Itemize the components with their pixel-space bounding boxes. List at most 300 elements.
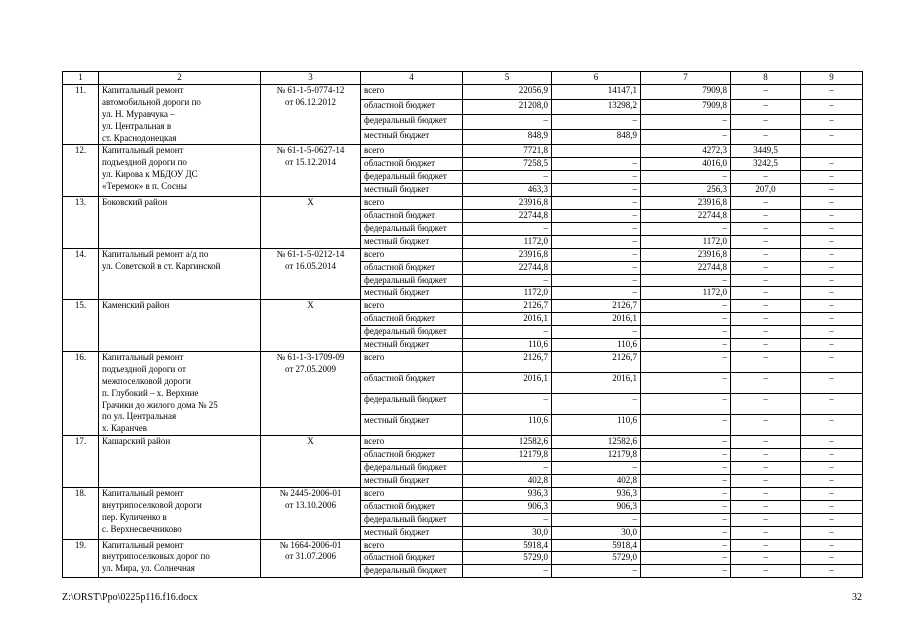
value-cell: 2016,1	[463, 373, 552, 394]
value-cell: –	[463, 326, 552, 339]
value-cell: –	[801, 415, 863, 436]
row-number: 16.	[63, 351, 99, 435]
value-cell: 30,0	[463, 526, 552, 539]
budget-type-cell: федеральный бюджет	[361, 326, 463, 339]
header-cell: 1	[63, 72, 99, 85]
document-line: от 31.07.2006	[284, 551, 337, 562]
value-cell: –	[552, 248, 641, 261]
value-cell: –	[463, 274, 552, 287]
value-cell: –	[641, 475, 731, 488]
value-cell: –	[641, 130, 731, 145]
row-number: 18.	[63, 487, 99, 539]
value-cell: 906,3	[552, 500, 641, 513]
budget-type-cell: федеральный бюджет	[361, 274, 463, 287]
header-cell: 5	[463, 72, 552, 85]
value-cell: –	[731, 351, 801, 372]
object-name-line: ул. Мира, ул. Солнечная	[102, 563, 195, 574]
footer-file-path: Z:\ORST\Ppo\0225p116.f16.docx	[62, 592, 198, 603]
budget-type-cell: федеральный бюджет	[361, 565, 463, 578]
value-cell: –	[641, 415, 731, 436]
value-cell: 22056,9	[463, 84, 552, 99]
value-cell: 3242,5	[731, 158, 801, 171]
table-row	[63, 145, 863, 158]
value-cell: –	[801, 171, 863, 184]
object-name-line: Капитальный ремонт	[102, 84, 184, 95]
value-cell: 5918,4	[552, 539, 641, 552]
row-number: 15.	[63, 300, 99, 352]
value-cell: –	[801, 300, 863, 313]
value-cell: –	[731, 130, 801, 145]
budget-table	[62, 71, 863, 578]
budget-type-cell: областной бюджет	[361, 209, 463, 222]
value-cell: –	[731, 339, 801, 352]
budget-type-cell: областной бюджет	[361, 373, 463, 394]
document-cell	[261, 351, 361, 435]
header-cell: 8	[731, 72, 801, 85]
value-cell: 22744,8	[463, 209, 552, 222]
budget-type-cell: всего	[361, 248, 463, 261]
document-cell	[261, 300, 361, 352]
value-cell: –	[552, 158, 641, 171]
value-cell: –	[801, 462, 863, 475]
value-cell: –	[641, 351, 731, 372]
object-name-line: подъездной дороги от	[102, 363, 186, 374]
value-cell: 848,9	[552, 130, 641, 145]
value-cell: –	[801, 313, 863, 326]
value-cell: –	[801, 197, 863, 210]
budget-type-cell: федеральный бюджет	[361, 462, 463, 475]
document-line: Х	[307, 436, 314, 447]
value-cell: –	[731, 171, 801, 184]
object-name-line: автомобильной дороги по	[102, 96, 201, 107]
value-cell: –	[731, 565, 801, 578]
value-cell: 256,3	[641, 184, 731, 197]
table-row	[63, 539, 863, 552]
value-cell: –	[801, 500, 863, 513]
budget-type-cell: всего	[361, 539, 463, 552]
value-cell: –	[641, 539, 731, 552]
value-cell: –	[641, 313, 731, 326]
value-cell: 906,3	[463, 500, 552, 513]
value-cell: 12582,6	[552, 436, 641, 449]
budget-type-cell: областной бюджет	[361, 449, 463, 462]
value-cell: –	[552, 462, 641, 475]
budget-type-cell: местный бюджет	[361, 235, 463, 248]
value-cell: 1172,0	[463, 235, 552, 248]
value-cell: –	[731, 415, 801, 436]
value-cell: 207,0	[731, 184, 801, 197]
value-cell: 23916,8	[641, 248, 731, 261]
document-line: № 61-1-3-1709-09	[276, 351, 345, 362]
value-cell: –	[641, 222, 731, 235]
value-cell: –	[801, 487, 863, 500]
value-cell: –	[641, 274, 731, 287]
value-cell: –	[731, 394, 801, 415]
document-line: от 13.10.2006	[284, 499, 337, 510]
value-cell: –	[552, 197, 641, 210]
budget-type-cell: федеральный бюджет	[361, 222, 463, 235]
value-cell: –	[463, 222, 552, 235]
value-cell: –	[731, 449, 801, 462]
object-name-line: ст. Краснодонецкая	[102, 132, 177, 143]
value-cell: –	[801, 539, 863, 552]
table-body	[63, 72, 863, 578]
value-cell: –	[801, 339, 863, 352]
budget-type-cell: всего	[361, 351, 463, 372]
value-cell: 21208,0	[463, 100, 552, 115]
object-name-line: пер. Куличенко в	[102, 511, 167, 522]
value-cell: 23916,8	[463, 197, 552, 210]
value-cell: –	[641, 115, 731, 130]
row-number: 17.	[63, 436, 99, 488]
value-cell: –	[801, 449, 863, 462]
object-name-line: ул. Советской в ст. Каргинской	[102, 260, 221, 271]
value-cell: 110,6	[552, 415, 641, 436]
value-cell: 2016,1	[552, 313, 641, 326]
object-name-line: по ул. Центральная	[102, 411, 177, 422]
budget-type-cell: федеральный бюджет	[361, 115, 463, 130]
table-row	[63, 351, 863, 372]
value-cell: –	[801, 261, 863, 274]
value-cell: 12582,6	[463, 436, 552, 449]
budget-type-cell: местный бюджет	[361, 130, 463, 145]
budget-type-cell: областной бюджет	[361, 158, 463, 171]
value-cell: 7721,8	[463, 145, 552, 158]
document-line: Х	[307, 300, 314, 311]
object-name-cell	[99, 84, 261, 145]
object-name-line: п. Глубокий – х. Верхние	[102, 387, 199, 398]
value-cell: –	[801, 184, 863, 197]
object-name-line: подъездной дороги по	[102, 157, 187, 168]
value-cell: –	[731, 326, 801, 339]
value-cell: –	[641, 513, 731, 526]
budget-type-cell: всего	[361, 487, 463, 500]
object-name-line: внутрипоселковой дороги	[102, 499, 202, 510]
value-cell: –	[731, 373, 801, 394]
value-cell: 2126,7	[552, 351, 641, 372]
value-cell: –	[641, 394, 731, 415]
value-cell: –	[801, 565, 863, 578]
value-cell: –	[641, 552, 731, 565]
value-cell: –	[731, 197, 801, 210]
object-name-line: ул. Кирова к МБДОУ ДС	[102, 169, 198, 180]
object-name-cell	[99, 145, 261, 197]
budget-type-cell: всего	[361, 197, 463, 210]
object-name-line: межпоселковой дороги	[102, 375, 191, 386]
value-cell: 13298,2	[552, 100, 641, 115]
value-cell: –	[552, 287, 641, 300]
value-cell: –	[731, 115, 801, 130]
row-number: 13.	[63, 197, 99, 249]
budget-type-cell: всего	[361, 145, 463, 158]
value-cell: –	[801, 222, 863, 235]
document-line: от 16.05.2014	[284, 260, 337, 271]
object-name-line: внутрипоселковых дорог по	[102, 551, 210, 562]
object-name-line: х. Каранчев	[102, 423, 147, 434]
table-row	[63, 436, 863, 449]
object-name-cell	[99, 436, 261, 488]
budget-type-cell: областной бюджет	[361, 261, 463, 274]
value-cell: 1172,0	[641, 235, 731, 248]
document-line: № 1664-2006-01	[279, 539, 342, 550]
value-cell: –	[801, 158, 863, 171]
value-cell: –	[731, 475, 801, 488]
value-cell: –	[463, 565, 552, 578]
value-cell	[552, 145, 641, 158]
budget-type-cell: всего	[361, 84, 463, 99]
budget-type-cell: местный бюджет	[361, 184, 463, 197]
value-cell: 23916,8	[463, 248, 552, 261]
row-number: 14.	[63, 248, 99, 300]
value-cell: –	[552, 513, 641, 526]
value-cell: 848,9	[463, 130, 552, 145]
header-cell: 2	[99, 72, 261, 85]
document-line: от 15.12.2014	[284, 157, 337, 168]
table-row	[63, 300, 863, 313]
budget-type-cell: областной бюджет	[361, 313, 463, 326]
value-cell: 2126,7	[463, 351, 552, 372]
object-name-cell	[99, 300, 261, 352]
value-cell: 12179,8	[463, 449, 552, 462]
value-cell: –	[552, 209, 641, 222]
object-name-line: Капитальный ремонт	[102, 145, 184, 156]
value-cell: 7258,5	[463, 158, 552, 171]
object-name-cell	[99, 539, 261, 578]
value-cell: 14147,1	[552, 84, 641, 99]
document-line: № 61-1-5-0774-12	[276, 84, 345, 95]
value-cell: –	[801, 130, 863, 145]
header-cell: 6	[552, 72, 641, 85]
value-cell: –	[801, 235, 863, 248]
value-cell: 402,8	[463, 475, 552, 488]
value-cell: –	[641, 565, 731, 578]
budget-type-cell: федеральный бюджет	[361, 394, 463, 415]
value-cell: 1172,0	[463, 287, 552, 300]
object-name-line: Грачики до жилого дома № 25	[102, 399, 218, 410]
value-cell: –	[463, 394, 552, 415]
value-cell: –	[731, 526, 801, 539]
document-line: № 61-1-5-0212-14	[276, 248, 345, 259]
value-cell: –	[552, 326, 641, 339]
object-name-cell	[99, 197, 261, 249]
value-cell: 936,3	[463, 487, 552, 500]
object-name-line: ул. Н. Муравчука –	[102, 108, 175, 119]
value-cell: 463,3	[463, 184, 552, 197]
value-cell: –	[641, 339, 731, 352]
object-name-line: Каменский район	[102, 300, 170, 311]
value-cell: –	[552, 235, 641, 248]
header-cell: 4	[361, 72, 463, 85]
row-number: 12.	[63, 145, 99, 197]
value-cell: –	[801, 552, 863, 565]
value-cell: 22744,8	[641, 209, 731, 222]
value-cell: –	[731, 100, 801, 115]
value-cell: –	[641, 300, 731, 313]
document-cell	[261, 197, 361, 249]
value-cell: –	[641, 526, 731, 539]
value-cell: 402,8	[552, 475, 641, 488]
value-cell: 2016,1	[463, 313, 552, 326]
value-cell: –	[731, 552, 801, 565]
value-cell: 22744,8	[641, 261, 731, 274]
document-line: Х	[307, 197, 314, 208]
value-cell: 7909,8	[641, 84, 731, 99]
budget-type-cell: местный бюджет	[361, 415, 463, 436]
object-name-line: Капитальный ремонт	[102, 539, 184, 550]
value-cell: –	[641, 326, 731, 339]
value-cell: –	[552, 184, 641, 197]
table-row	[63, 248, 863, 261]
value-cell: –	[801, 526, 863, 539]
value-cell: –	[463, 462, 552, 475]
budget-type-cell: всего	[361, 436, 463, 449]
header-cell: 9	[801, 72, 863, 85]
value-cell: –	[731, 287, 801, 300]
value-cell: 7909,8	[641, 100, 731, 115]
value-cell: –	[731, 500, 801, 513]
value-cell: –	[731, 235, 801, 248]
value-cell: –	[801, 209, 863, 222]
value-cell: –	[801, 436, 863, 449]
budget-type-cell: федеральный бюджет	[361, 513, 463, 526]
value-cell: –	[731, 462, 801, 475]
document-cell	[261, 436, 361, 488]
value-cell: –	[731, 84, 801, 99]
budget-type-cell: областной бюджет	[361, 552, 463, 565]
value-cell: 5729,0	[463, 552, 552, 565]
header-row	[63, 72, 863, 85]
object-name-line: с. Верхнесвечниково	[102, 523, 182, 534]
value-cell: –	[801, 274, 863, 287]
value-cell: 936,3	[552, 487, 641, 500]
value-cell: –	[641, 462, 731, 475]
budget-type-cell: федеральный бюджет	[361, 171, 463, 184]
value-cell: –	[552, 565, 641, 578]
table-row	[63, 487, 863, 500]
value-cell: –	[731, 248, 801, 261]
object-name-line: Капитальный ремонт	[102, 487, 184, 498]
table-row	[63, 197, 863, 210]
document-cell	[261, 84, 361, 145]
budget-type-cell: местный бюджет	[361, 475, 463, 488]
object-name-cell	[99, 248, 261, 300]
value-cell: –	[801, 475, 863, 488]
value-cell: –	[731, 487, 801, 500]
value-cell: –	[801, 287, 863, 300]
value-cell: 30,0	[552, 526, 641, 539]
document-line: № 2445-2006-01	[279, 487, 342, 498]
object-name-cell	[99, 351, 261, 435]
value-cell: 4016,0	[641, 158, 731, 171]
value-cell: –	[731, 222, 801, 235]
object-name-line: «Теремок» в п. Сосны	[102, 181, 187, 192]
value-cell: 110,6	[463, 415, 552, 436]
value-cell: 5918,4	[463, 539, 552, 552]
value-cell: –	[801, 351, 863, 372]
value-cell: –	[731, 209, 801, 222]
value-cell: 1172,0	[641, 287, 731, 300]
document-cell	[261, 487, 361, 539]
document-line: от 27.05.2009	[284, 363, 337, 374]
document-cell	[261, 248, 361, 300]
value-cell: 5729,0	[552, 552, 641, 565]
value-cell: –	[731, 274, 801, 287]
value-cell: 110,6	[552, 339, 641, 352]
value-cell: –	[552, 274, 641, 287]
value-cell: –	[801, 100, 863, 115]
value-cell: 12179,8	[552, 449, 641, 462]
object-name-line: Капитальный ремонт	[102, 351, 184, 362]
budget-type-cell: всего	[361, 300, 463, 313]
value-cell: –	[463, 171, 552, 184]
value-cell: –	[641, 171, 731, 184]
budget-type-cell: местный бюджет	[361, 339, 463, 352]
value-cell: –	[801, 513, 863, 526]
value-cell: –	[731, 436, 801, 449]
object-name-cell	[99, 487, 261, 539]
value-cell: –	[731, 300, 801, 313]
value-cell: –	[552, 394, 641, 415]
table-row	[63, 84, 863, 99]
header-cell: 7	[641, 72, 731, 85]
value-cell: –	[463, 513, 552, 526]
value-cell: –	[801, 326, 863, 339]
row-number: 19.	[63, 539, 99, 578]
value-cell: 2016,1	[552, 373, 641, 394]
value-cell: –	[641, 500, 731, 513]
value-cell: –	[463, 115, 552, 130]
value-cell: –	[641, 487, 731, 500]
value-cell: 2126,7	[463, 300, 552, 313]
value-cell: –	[731, 313, 801, 326]
value-cell: –	[801, 115, 863, 130]
value-cell: –	[552, 261, 641, 274]
value-cell: –	[641, 449, 731, 462]
document-cell	[261, 539, 361, 578]
value-cell: 22744,8	[463, 261, 552, 274]
budget-type-cell: местный бюджет	[361, 287, 463, 300]
value-cell: 2126,7	[552, 300, 641, 313]
document-line: от 06.12.2012	[284, 96, 337, 107]
value-cell: –	[552, 171, 641, 184]
value-cell: –	[552, 115, 641, 130]
value-cell: –	[731, 513, 801, 526]
value-cell: 23916,8	[641, 197, 731, 210]
budget-type-cell: областной бюджет	[361, 100, 463, 115]
document-cell	[261, 145, 361, 197]
budget-type-cell: областной бюджет	[361, 500, 463, 513]
header-cell: 3	[261, 72, 361, 85]
value-cell: –	[552, 222, 641, 235]
value-cell: –	[731, 539, 801, 552]
object-name-line: Капитальный ремонт а/д по	[102, 248, 209, 259]
object-name-line: Боковский район	[102, 197, 168, 208]
value-cell: –	[731, 261, 801, 274]
value-cell: –	[801, 394, 863, 415]
value-cell: –	[801, 84, 863, 99]
page-number: 32	[852, 592, 862, 603]
document-line: № 61-1-5-0627-14	[276, 145, 345, 156]
object-name-line: ул. Центральная в	[102, 120, 172, 131]
row-number: 11.	[63, 84, 99, 145]
budget-type-cell: местный бюджет	[361, 526, 463, 539]
value-cell: –	[801, 373, 863, 394]
value-cell: 110,6	[463, 339, 552, 352]
value-cell: –	[641, 373, 731, 394]
value-cell: 4272,3	[641, 145, 731, 158]
value-cell: –	[801, 248, 863, 261]
value-cell: 3449,5	[731, 145, 801, 158]
